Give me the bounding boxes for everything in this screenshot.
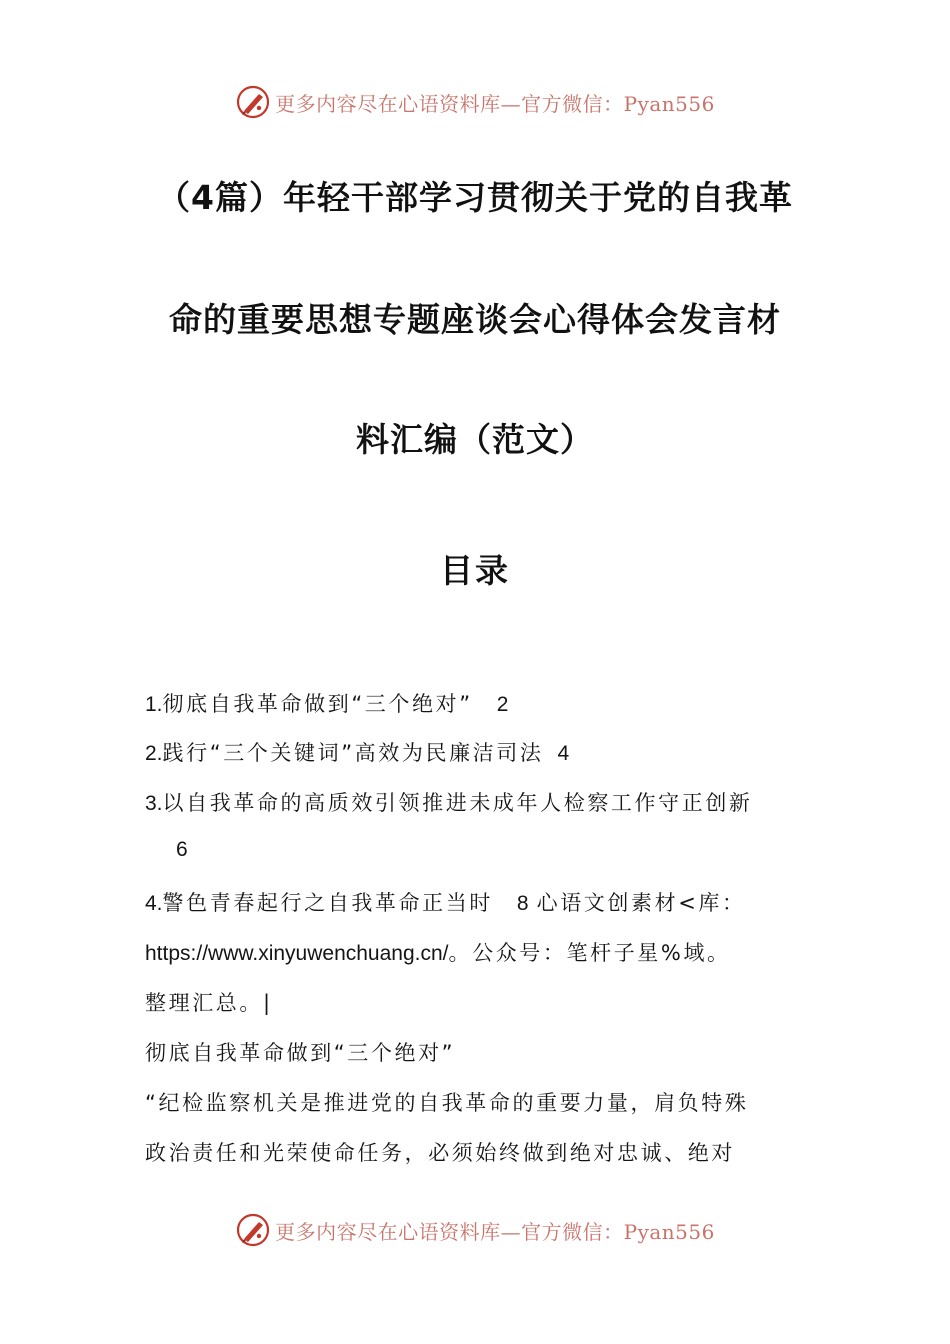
header-watermark [0,82,950,122]
toc-item-page: 6 [176,838,188,861]
toc-item-tail: 心语文创素材<库： [536,891,746,915]
toc-item-text: 践行“三个关键词”高效为民廉洁司法 [162,741,544,765]
source-line-2: 整理汇总。| [145,991,273,1015]
toc-item-number: 3. [145,792,163,815]
document-title-line-2: 命的重要思想专题座谈会心得体会发言材 [169,300,781,339]
source-url-link[interactable]: https://www.xinyuwenchuang.cn/ [145,942,449,965]
pen-logo-icon [235,84,271,120]
document-title-line-3: 料汇编（范文） [356,420,594,459]
watermark-text: 更多内容尽在心语资料库—官方微信：Pyan556 [275,1219,715,1244]
toc-item-number: 2. [145,742,163,765]
document-title-line-1: （4篇）年轻干部学习贯彻关于党的自我革 [157,178,793,217]
toc-item[interactable] [145,688,508,718]
toc-item-number: 4. [145,892,163,915]
toc-item[interactable] [145,737,569,767]
paragraph-line: 政治责任和光荣使命任务，必须始终做到绝对忠诚、绝对 [145,1141,735,1165]
source-rest: 。公众号：笔杆子星%域。 [448,941,731,965]
toc-item-text: 以自我革命的高质效引领推进未成年人检察工作守正创新 [162,791,753,815]
toc-heading: 目录 [440,551,510,590]
toc-item[interactable] [145,887,746,917]
toc-item-text: 警色青春起行之自我革命正当时 [162,891,493,915]
toc-item[interactable] [145,787,753,817]
toc-item-page: 8 [516,892,529,915]
section-title: 彻底自我革命做到“三个绝对” [145,1041,456,1065]
watermark-text: 更多内容尽在心语资料库—官方微信：Pyan556 [275,91,715,116]
footer-watermark [0,1210,950,1250]
toc-item-page-wrapped [176,837,188,862]
toc-item-text: 彻底自我革命做到“三个绝对” [162,692,473,716]
toc-item-page: 2 [496,693,509,716]
paragraph-line: “纪检监察机关是推进党的自我革命的重要力量，肩负特殊 [145,1091,749,1115]
toc-item-page: 4 [557,742,570,765]
pen-logo-icon [235,1212,271,1248]
source-line [145,937,731,967]
toc-item-number: 1. [145,693,163,716]
